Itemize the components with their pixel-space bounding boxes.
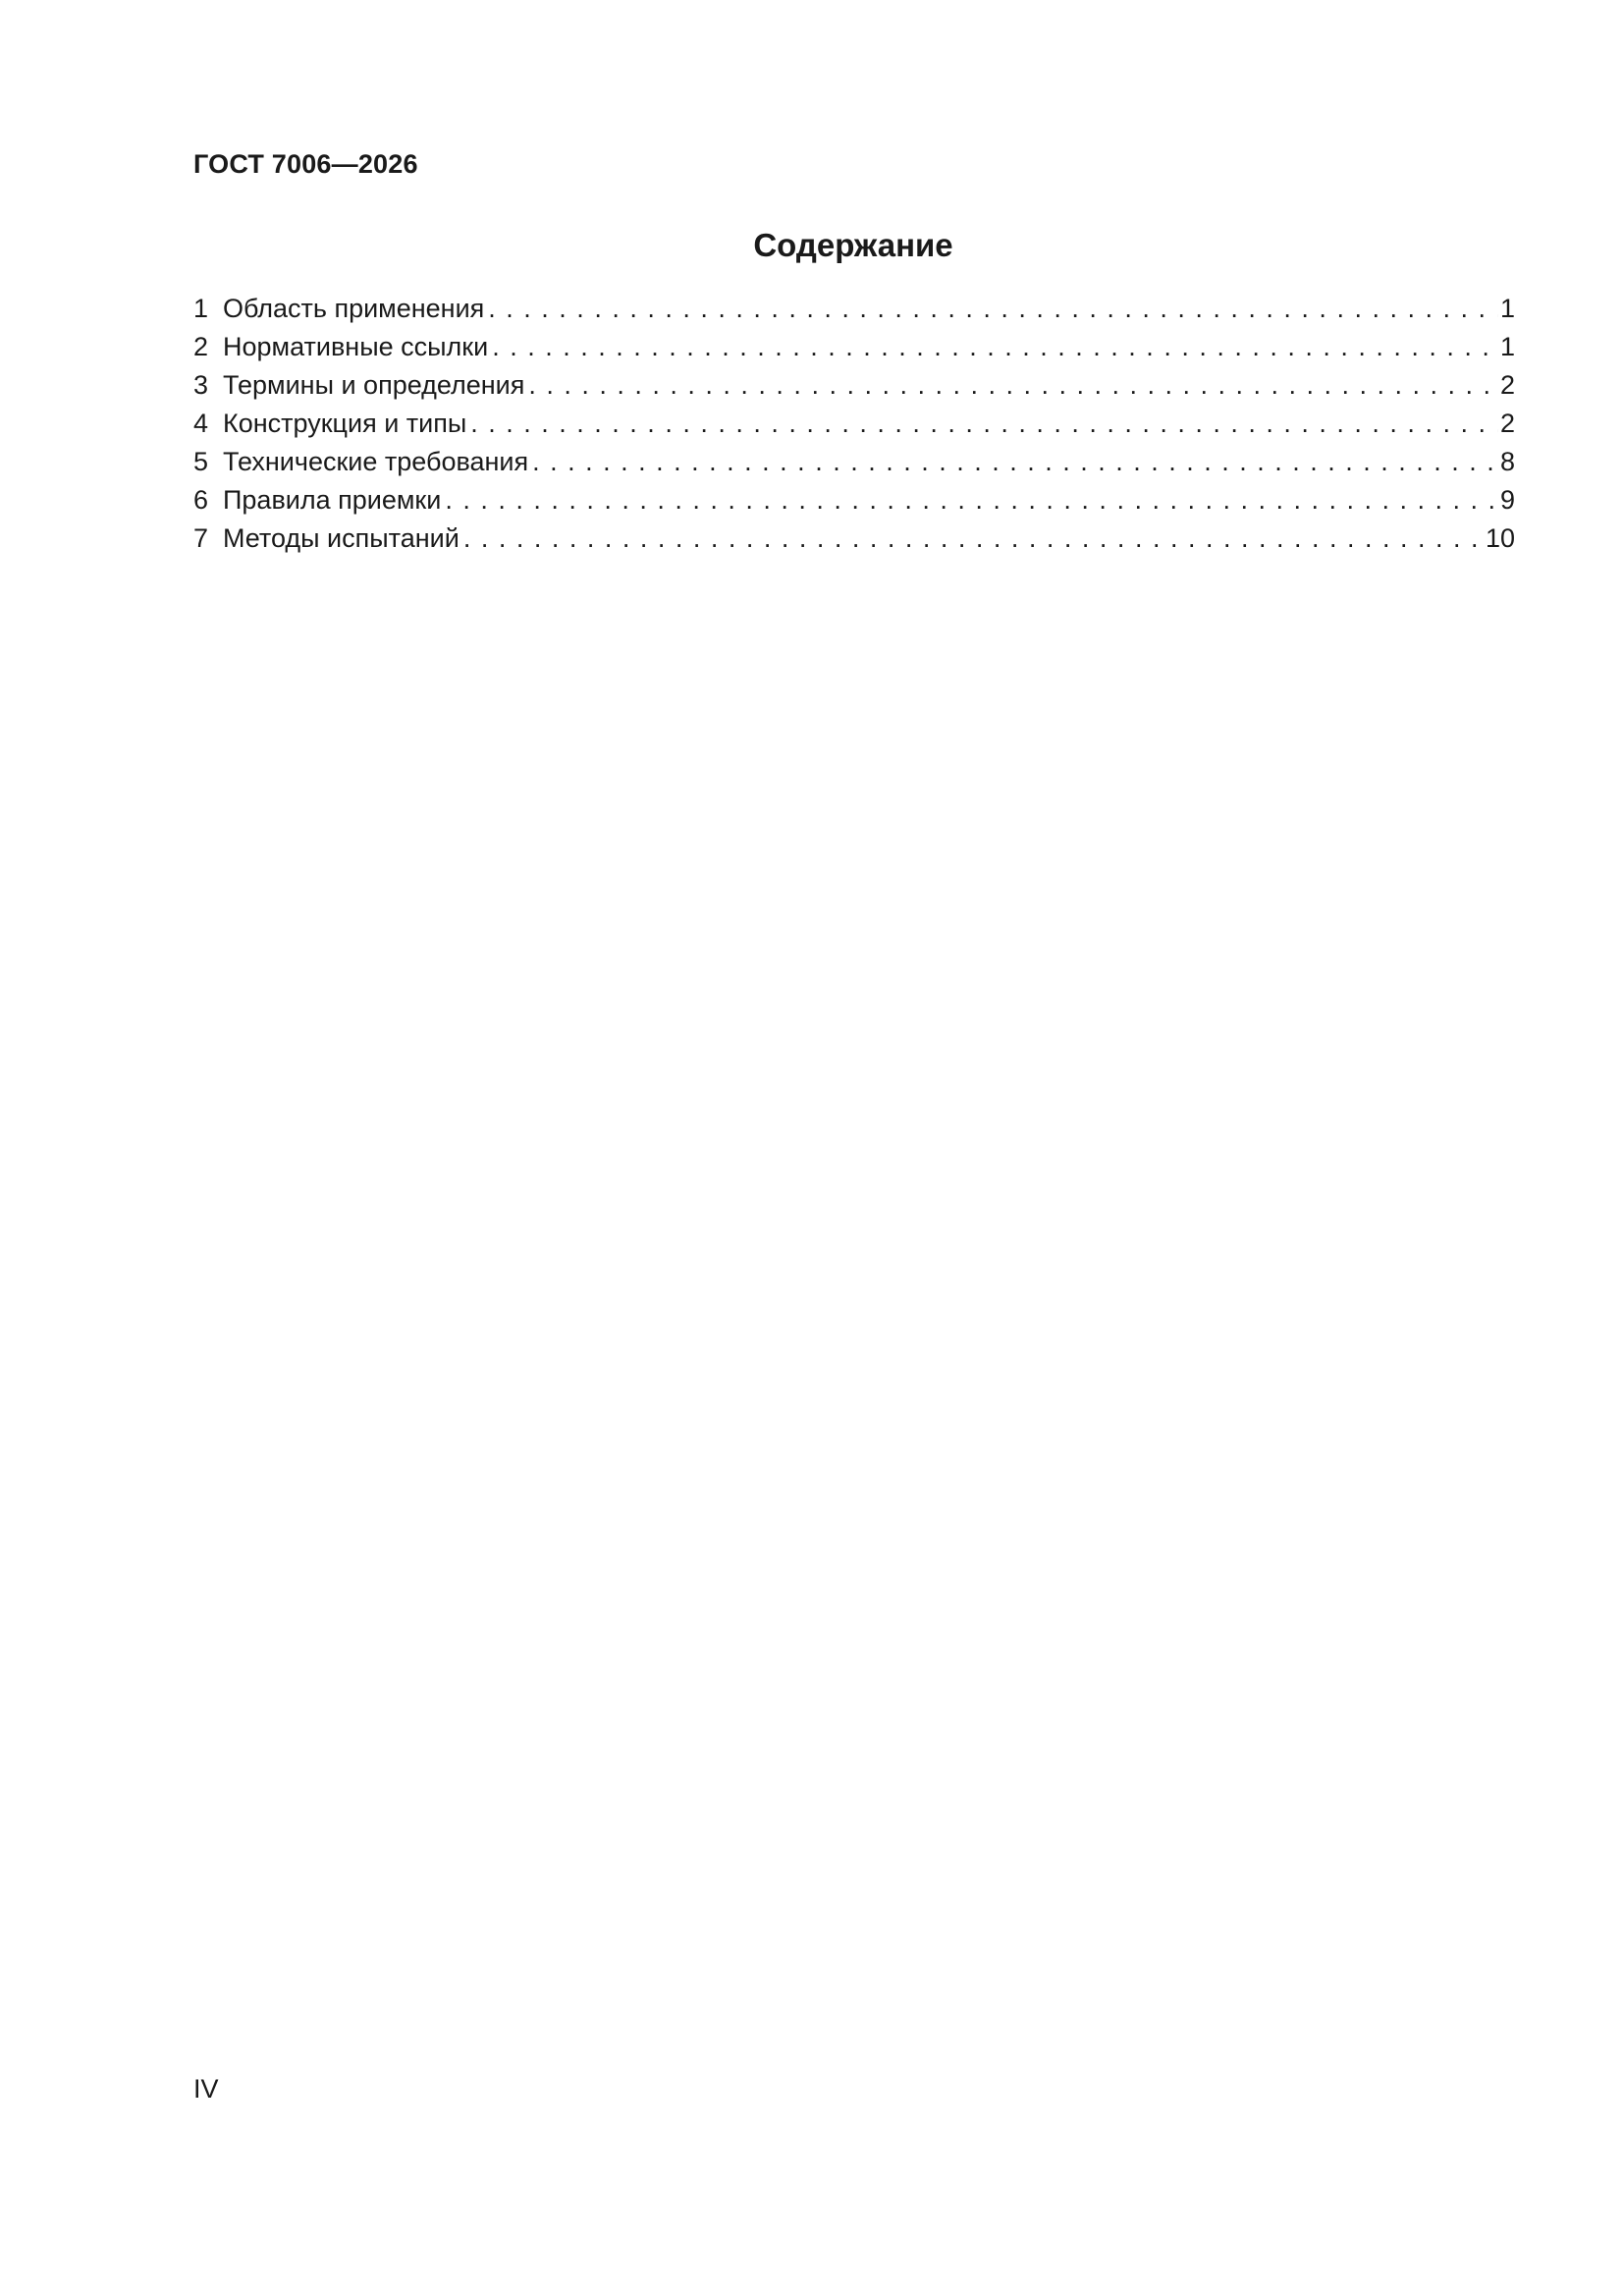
toc-entry-page: 2 <box>1499 409 1515 438</box>
toc-entry-page: 8 <box>1499 447 1515 476</box>
toc-entry-number: 2 <box>193 332 209 361</box>
toc-entry-title: Технические требования <box>223 447 529 476</box>
toc-entry-title: Область применения <box>223 294 485 323</box>
toc-entry-number: 1 <box>193 294 209 323</box>
toc-entry-page: 2 <box>1499 370 1515 400</box>
toc-entry-title: Методы испытаний <box>223 523 460 553</box>
toc-title: Содержание <box>753 227 953 263</box>
toc-entry-title: Конструкция и типы <box>223 409 467 438</box>
toc-leader-dots <box>492 328 1498 366</box>
toc-entry-number: 6 <box>193 485 209 515</box>
toc-leader-dots <box>445 481 1498 519</box>
toc-entry-number: 3 <box>193 370 209 400</box>
toc-entry[interactable] <box>193 481 1515 519</box>
toc-leader-dots <box>488 290 1498 328</box>
page-number: IV <box>193 2074 219 2104</box>
toc-entry[interactable] <box>193 405 1515 443</box>
document-code: ГОСТ 7006—2026 <box>193 149 418 179</box>
toc-entry[interactable] <box>193 366 1515 405</box>
toc-entry-page: 9 <box>1499 485 1515 515</box>
toc-leader-dots <box>470 405 1498 443</box>
toc-leader-dots <box>528 366 1498 405</box>
toc-entry[interactable] <box>193 290 1515 328</box>
toc-leader-dots <box>532 443 1498 481</box>
toc-entry[interactable] <box>193 519 1515 558</box>
toc-entry-title: Правила приемки <box>223 485 442 515</box>
toc-entry[interactable] <box>193 328 1515 366</box>
toc-entry-number: 7 <box>193 523 209 553</box>
toc-entry-title: Нормативные ссылки <box>223 332 489 361</box>
toc-entry-number: 5 <box>193 447 209 476</box>
toc-entry-page: 10 <box>1485 523 1515 553</box>
toc-leader-dots <box>463 519 1484 558</box>
toc-entry-page: 1 <box>1499 294 1515 323</box>
toc-entry-number: 4 <box>193 409 209 438</box>
toc-entry-title: Термины и определения <box>223 370 525 400</box>
table-of-contents <box>193 290 1515 558</box>
toc-entry-page: 1 <box>1499 332 1515 361</box>
toc-entry[interactable] <box>193 443 1515 481</box>
